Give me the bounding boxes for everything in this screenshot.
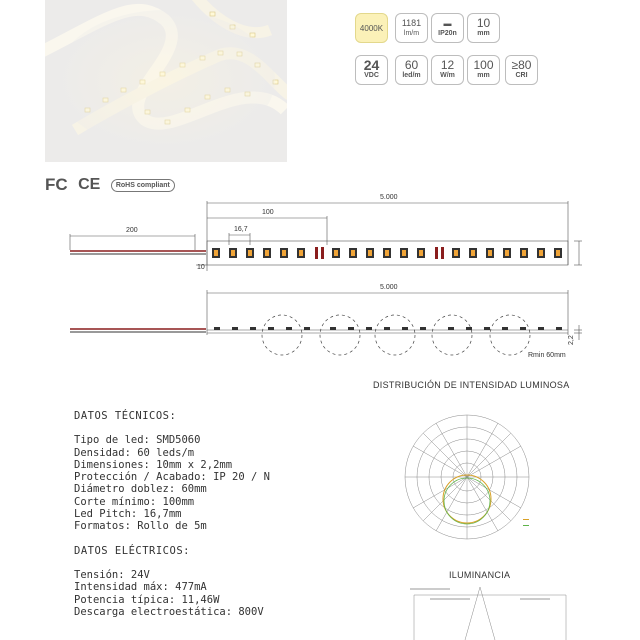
length-label-top: 5.000 <box>380 194 398 201</box>
spec-line: Corte mínimo: 100mm <box>74 495 195 508</box>
spec-line: Intensidad máx: 477mA <box>74 581 207 594</box>
spec-line: Diámetro doblez: 60mm <box>74 483 207 496</box>
spec-line: Protección / Acabado: IP 20 / N <box>74 471 270 484</box>
ce-logo: CE <box>78 176 101 193</box>
cable-label: 200 <box>126 227 138 234</box>
spec-line: Densidad: 60 leds/m <box>74 446 195 459</box>
luminous-flux-icon: 1181 lm/m <box>395 13 428 43</box>
spec-line: Dimensiones: 10mm x 2,2mm <box>74 458 233 471</box>
spec-line: Led Pitch: 16,7mm <box>74 508 182 521</box>
elec-title: DATOS ELÉCTRICOS: <box>74 544 190 557</box>
ip-rating-icon: ▬ IP20n <box>431 13 464 43</box>
width-label: 10 <box>197 264 205 271</box>
tech-title: DATOS TÉCNICOS: <box>74 410 177 422</box>
led-density-icon: 60 led/m <box>395 55 428 85</box>
spec-line: Descarga electroestática: 800V <box>74 605 264 618</box>
fcc-logo: FC <box>45 175 68 194</box>
technical-drawing <box>0 185 640 375</box>
cri-icon: ≥80 CRI <box>505 55 538 85</box>
voltage-icon: 24 VDC <box>355 55 388 85</box>
polar-title: DISTRIBUCIÓN DE INTENSIDAD LUMINOSA <box>373 380 570 390</box>
spec-line: Tensión: 24V <box>74 568 150 581</box>
iluminancia-diagram <box>410 583 570 640</box>
spec-line: Formatos: Rollo de 5m <box>74 520 207 533</box>
color-temperature-icon: 4000K <box>355 13 388 43</box>
polar-diagram <box>395 395 565 550</box>
specifications <box>74 410 270 618</box>
power-icon: 12 W/m <box>431 55 464 85</box>
bend-radius-label: Rmin 60mm <box>528 352 566 359</box>
product-photo <box>45 0 287 162</box>
spec-icons <box>355 13 555 93</box>
strip-width-icon: 10 mm <box>467 13 500 43</box>
rohs-logo: RoHS compliant <box>111 179 175 192</box>
spec-line: Tipo de led: SMD5060 <box>74 434 201 447</box>
pitch-label: 16,7 <box>234 226 248 233</box>
thickness-label: 2,2 <box>568 335 575 345</box>
length-label-side: 5.000 <box>380 284 398 291</box>
cut-length-icon: 100 mm <box>467 55 500 85</box>
iluminancia-title: ILUMINANCIA <box>449 570 511 580</box>
module-label: 100 <box>262 209 274 216</box>
spec-line: Potencia típica: 11,46W <box>74 593 220 606</box>
